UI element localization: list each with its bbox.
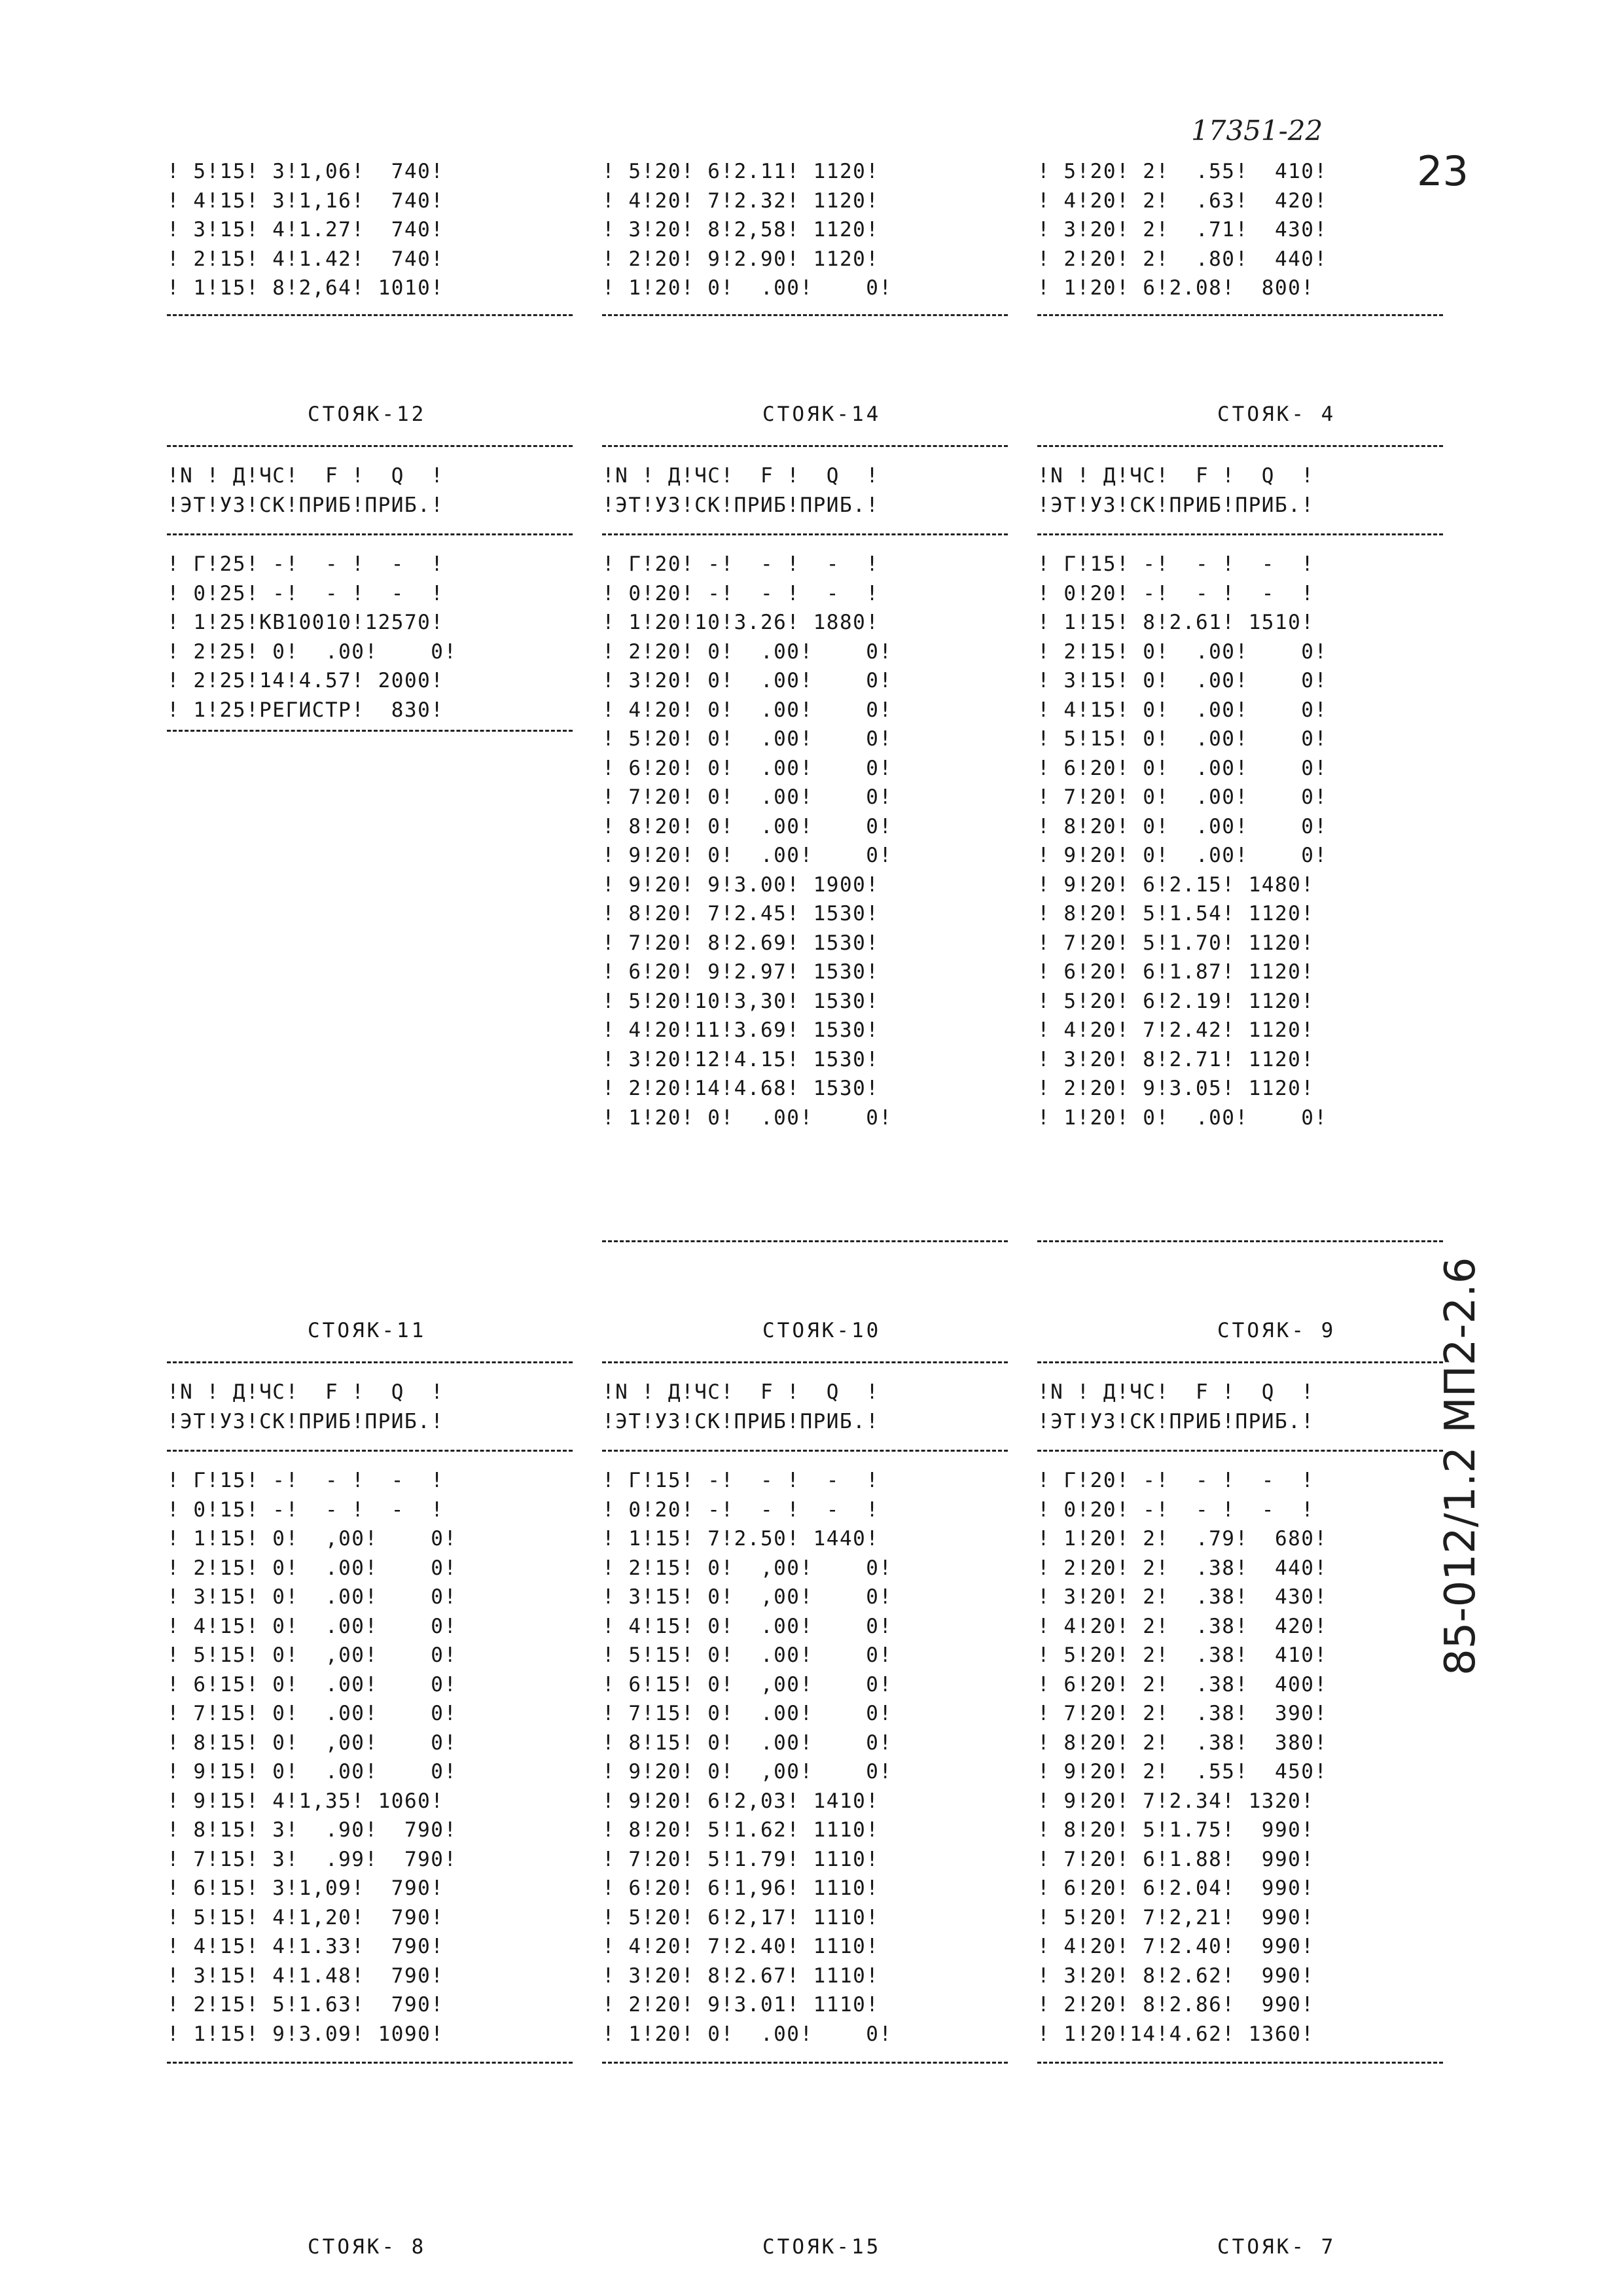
separator	[1037, 1450, 1443, 1452]
table-row: ! 8!15! 3! .90! 790!	[167, 1818, 457, 1842]
table-row: ! 7!20! 5!1.79! 1110!	[602, 1847, 880, 1871]
table-row: ! 1!15! 8!2,64! 1010!	[167, 276, 444, 300]
document-number: 17351-22	[1191, 115, 1323, 147]
table-row: ! 7!15! 0! .00! 0!	[167, 1702, 457, 1725]
separator	[1037, 1361, 1443, 1363]
table-row: ! 7!20! 5!1.70! 1120!	[1037, 931, 1315, 955]
table-row: ! 5!15! 0! .00! 0!	[602, 1643, 893, 1667]
table-row: ! 1!20! 0! .00! 0!	[602, 1105, 893, 1130]
table-row: ! 1!20!10!3.26! 1880!	[602, 611, 880, 634]
table-row: ! 1!15! 7!2.50! 1440!	[602, 1527, 880, 1551]
table-row: ! 3!20! 8!2.67! 1110!	[602, 1964, 880, 1988]
table-row: ! 1!25!РЕГИСТР! 830!	[167, 698, 444, 722]
table-header	[167, 461, 444, 520]
table-row: ! 5!20! 6!2,17! 1110!	[602, 1905, 880, 1929]
table-row: ! 5!15! 0! .00! 0!	[1037, 727, 1328, 751]
table-row: ! 3!20! 2! .38! 430!	[1037, 1585, 1328, 1609]
table-row: ! 5!20! 6!2.19! 1120!	[1037, 989, 1315, 1013]
table-row: ! 4!15! 0! .00! 0!	[167, 1614, 457, 1638]
table-row: ! 3!15! 0! .00! 0!	[1037, 669, 1328, 692]
table-row: ! 2!20! 9!2.90! 1120!	[602, 247, 880, 271]
section-title: СТОЯК- 4	[1217, 403, 1336, 426]
table-row: ! 5!20! 7!2,21! 990!	[1037, 1905, 1315, 1929]
table-body	[602, 1466, 893, 2049]
table-row: !N ! Д!ЧС! F ! Q !	[167, 1380, 444, 1404]
table-row: ! 7!15! 3! .99! 790!	[167, 1847, 457, 1871]
table-row: !N ! Д!ЧС! F ! Q !	[167, 464, 444, 488]
table-row: ! 9!20! 6!2,03! 1410!	[602, 1789, 880, 1813]
table-row: ! 5!15! 3!1,06! 740!	[167, 160, 444, 183]
table-row: ! 9!15! 4!1,35! 1060!	[167, 1789, 444, 1813]
table-row: ! 6!20! 9!2.97! 1530!	[602, 960, 880, 984]
table-row: ! 0!20! -! - ! - !	[1037, 1498, 1315, 1522]
separator	[1037, 533, 1443, 535]
section-title: СТОЯК- 7	[1217, 2235, 1336, 2259]
separator	[602, 1450, 1008, 1452]
table-row: ! 2!20!14!4.68! 1530!	[602, 1077, 880, 1100]
table-row: ! 8!20! 7!2.45! 1530!	[602, 902, 880, 925]
separator	[1037, 2062, 1443, 2064]
table-row: ! 9!20! 2! .55! 450!	[1037, 1760, 1328, 1784]
table-row: ! 5!15! 0! ,00! 0!	[167, 1643, 457, 1667]
table-row: !ЭТ!УЗ!СК!ПРИБ!ПРИБ.!	[167, 493, 444, 517]
table-row: ! 1!15! 9!3.09! 1090!	[167, 2022, 444, 2046]
separator	[167, 730, 573, 732]
separator	[167, 1450, 573, 1452]
separator	[602, 1240, 1008, 1242]
table-row: ! 5!15! 4!1,20! 790!	[167, 1905, 444, 1929]
table-row: ! 3!15! 0! ,00! 0!	[602, 1585, 893, 1609]
table-row: ! 3!20! 0! .00! 0!	[602, 669, 893, 692]
table-row: ! 7!15! 0! .00! 0!	[602, 1702, 893, 1725]
table-row: ! 6!20! 6!1.87! 1120!	[1037, 960, 1315, 984]
separator	[602, 314, 1008, 316]
table-row: ! 1!20!14!4.62! 1360!	[1037, 2022, 1315, 2046]
separator	[1037, 1240, 1443, 1242]
separator	[167, 2062, 573, 2064]
table-row: ! 2!15! 5!1.63! 790!	[167, 1993, 444, 2017]
table-header	[602, 1378, 879, 1436]
table-row: ! 0!20! -! - ! - !	[1037, 581, 1315, 605]
table-row: ! 7!20! 8!2.69! 1530!	[602, 931, 880, 955]
table-row: ! 7!20! 0! .00! 0!	[1037, 785, 1328, 809]
table-row: ! 9!20! 0! .00! 0!	[602, 844, 893, 867]
table-row: ! 8!20! 5!1.62! 1110!	[602, 1818, 880, 1842]
table-row: ! 5!20! 0! .00! 0!	[602, 727, 893, 751]
table-row: ! 9!15! 0! .00! 0!	[167, 1760, 457, 1784]
table-row: ! 5!20! 2! .55! 410!	[1037, 160, 1328, 183]
table-header	[1037, 461, 1314, 520]
table-row: !ЭТ!УЗ!СК!ПРИБ!ПРИБ.!	[602, 1409, 880, 1433]
table-row: ! 6!15! 0! ,00! 0!	[602, 1672, 893, 1696]
document-code: 85-012/1.2 МП2-2.6	[1436, 1257, 1485, 1676]
table-row: ! 1!20! 0! .00! 0!	[1037, 1105, 1328, 1130]
table-header	[1037, 1378, 1314, 1436]
table-row: ! 1!15! 8!2.61! 1510!	[1037, 611, 1315, 634]
table-row: !ЭТ!УЗ!СК!ПРИБ!ПРИБ.!	[602, 493, 880, 517]
table-row: ! 9!20! 0! .00! 0!	[1037, 844, 1328, 867]
table-row: ! 4!20! 7!2.40! 1110!	[602, 1935, 880, 1958]
table-row: ! 9!20! 6!2.15! 1480!	[1037, 872, 1315, 897]
table-row: ! 8!15! 0! ,00! 0!	[167, 1731, 457, 1755]
table-row: !ЭТ!УЗ!СК!ПРИБ!ПРИБ.!	[167, 1409, 444, 1433]
table-row: ! 8!20! 2! .38! 380!	[1037, 1731, 1328, 1755]
table-row: ! 4!20! 7!2.40! 990!	[1037, 1935, 1315, 1958]
separator	[602, 2062, 1008, 2064]
table-row: ! 9!20! 9!3.00! 1900!	[602, 872, 880, 897]
table-row: ! 0!20! -! - ! - !	[602, 1498, 880, 1522]
separator	[602, 1361, 1008, 1363]
table-row: ! 3!20!12!4.15! 1530!	[602, 1047, 880, 1071]
table-row: ! 4!20! 2! .63! 420!	[1037, 188, 1328, 213]
table-row: ! 7!20! 2! .38! 390!	[1037, 1702, 1328, 1725]
table-row: ! Г!15! -! - ! - !	[1037, 552, 1315, 576]
table-row: ! 9!20! 0! ,00! 0!	[602, 1760, 893, 1784]
table-row: ! 0!20! -! - ! - !	[602, 581, 880, 605]
table-row: ! 0!15! -! - ! - !	[167, 1498, 444, 1522]
table-body	[1037, 550, 1328, 1132]
section-title: СТОЯК-12	[308, 403, 427, 426]
table-row: ! 4!15! 4!1.33! 790!	[167, 1935, 444, 1958]
table-row: !N ! Д!ЧС! F ! Q !	[602, 464, 880, 488]
table-row: ! 4!20! 2! .38! 420!	[1037, 1614, 1328, 1638]
separator	[167, 533, 573, 535]
separator	[1037, 445, 1443, 447]
table-row: ! 8!15! 0! .00! 0!	[602, 1731, 893, 1755]
table-row: ! 3!20! 8!2.62! 990!	[1037, 1964, 1315, 1988]
table-row: ! 6!15! 0! .00! 0!	[167, 1672, 457, 1696]
separator	[167, 445, 573, 447]
table-row: ! 1!25!КВ10010!12570!	[167, 611, 444, 634]
section-title: СТОЯК-11	[308, 1319, 427, 1342]
top-block-col2	[602, 157, 893, 303]
table-row: ! 4!20! 7!2.42! 1120!	[1037, 1018, 1315, 1042]
table-row: ! 3!20! 8!2.71! 1120!	[1037, 1047, 1315, 1071]
table-row: !ЭТ!УЗ!СК!ПРИБ!ПРИБ.!	[1037, 1409, 1315, 1433]
top-block-col3	[1037, 157, 1328, 303]
section-title: СТОЯК-14	[762, 403, 882, 426]
section-title: СТОЯК-15	[762, 2235, 882, 2259]
table-row: ! Г!25! -! - ! - !	[167, 552, 444, 576]
table-row: ! 8!20! 5!1.54! 1120!	[1037, 902, 1315, 925]
table-row: ! 6!20! 0! .00! 0!	[602, 756, 893, 780]
table-body	[167, 1466, 457, 2049]
table-row: ! Г!20! -! - ! - !	[1037, 1469, 1315, 1492]
table-row: ! 9!20! 7!2.34! 1320!	[1037, 1789, 1315, 1813]
table-row: ! 1!20! 0! .00! 0!	[602, 2022, 893, 2046]
table-row: ! 4!20! 7!2.32! 1120!	[602, 188, 880, 213]
table-row: ! 2!15! 4!1.42! 740!	[167, 247, 444, 271]
table-row: ! 2!20! 9!3.05! 1120!	[1037, 1077, 1315, 1100]
table-row: ! 3!15! 0! .00! 0!	[167, 1585, 457, 1609]
table-row: ! 3!20! 8!2,58! 1120!	[602, 218, 880, 242]
table-row: ! Г!15! -! - ! - !	[602, 1469, 880, 1492]
table-row: ! 6!20! 0! .00! 0!	[1037, 756, 1328, 780]
table-row: !N ! Д!ЧС! F ! Q !	[1037, 1380, 1315, 1404]
table-row: ! 0!25! -! - ! - !	[167, 581, 444, 605]
table-row: ! 5!20!10!3,30! 1530!	[602, 989, 880, 1013]
table-row: ! 2!25!14!4.57! 2000!	[167, 669, 444, 692]
table-row: ! 4!15! 0! .00! 0!	[602, 1614, 893, 1638]
table-row: !ЭТ!УЗ!СК!ПРИБ!ПРИБ.!	[1037, 493, 1315, 517]
table-row: ! 6!15! 3!1,09! 790!	[167, 1876, 444, 1900]
table-row: ! 7!20! 6!1.88! 990!	[1037, 1847, 1315, 1871]
separator	[167, 1361, 573, 1363]
table-row: ! 2!25! 0! .00! 0!	[167, 639, 457, 664]
table-row: ! 1!15! 0! ,00! 0!	[167, 1527, 457, 1551]
table-row: !N ! Д!ЧС! F ! Q !	[1037, 464, 1315, 488]
table-row: ! 2!20! 2! .38! 440!	[1037, 1556, 1328, 1580]
table-row: ! 4!20!11!3.69! 1530!	[602, 1018, 880, 1042]
table-row: !N ! Д!ЧС! F ! Q !	[602, 1380, 880, 1404]
separator	[167, 314, 573, 316]
table-row: ! 6!20! 6!2.04! 990!	[1037, 1876, 1315, 1900]
table-row: ! 2!20! 0! .00! 0!	[602, 639, 893, 664]
table-row: ! 2!20! 2! .80! 440!	[1037, 247, 1328, 271]
table-row: ! 2!20! 9!3.01! 1110!	[602, 1993, 880, 2017]
table-row: ! 7!20! 0! .00! 0!	[602, 785, 893, 809]
table-row: ! 4!15! 3!1,16! 740!	[167, 188, 444, 213]
table-row: ! 1!20! 0! .00! 0!	[602, 276, 893, 300]
page-number: 23	[1417, 147, 1469, 195]
table-row: ! 3!15! 4!1.48! 790!	[167, 1964, 444, 1988]
table-row: ! 6!20! 6!1,96! 1110!	[602, 1876, 880, 1900]
table-row: ! 6!20! 2! .38! 400!	[1037, 1672, 1328, 1696]
table-row: ! 2!15! 0! .00! 0!	[167, 1556, 457, 1580]
table-header	[602, 461, 879, 520]
table-body	[167, 550, 457, 725]
table-row: ! Г!20! -! - ! - !	[602, 552, 880, 576]
table-row: ! 5!20! 2! .38! 410!	[1037, 1643, 1328, 1667]
table-header	[167, 1378, 444, 1436]
table-body	[1037, 1466, 1328, 2049]
table-row: ! 5!20! 6!2.11! 1120!	[602, 160, 880, 183]
table-row: ! 8!20! 5!1.75! 990!	[1037, 1818, 1315, 1842]
table-row: ! 4!15! 0! .00! 0!	[1037, 698, 1328, 722]
table-row: ! 3!15! 4!1.27! 740!	[167, 218, 444, 242]
table-row: ! 2!15! 0! .00! 0!	[1037, 639, 1328, 664]
top-block-col1	[167, 157, 444, 303]
section-title: СТОЯК- 9	[1217, 1319, 1336, 1342]
table-body	[602, 550, 893, 1132]
separator	[1037, 314, 1443, 316]
table-row: ! 1!20! 2! .79! 680!	[1037, 1527, 1328, 1551]
table-row: ! 2!15! 0! ,00! 0!	[602, 1556, 893, 1580]
table-row: ! 8!20! 0! .00! 0!	[1037, 814, 1328, 838]
table-row: ! 1!20! 6!2.08! 800!	[1037, 276, 1315, 300]
section-title: СТОЯК- 8	[308, 2235, 427, 2259]
table-row: ! 8!20! 0! .00! 0!	[602, 814, 893, 838]
table-row: ! 3!20! 2! .71! 430!	[1037, 218, 1328, 242]
separator	[602, 533, 1008, 535]
table-row: ! 4!20! 0! .00! 0!	[602, 698, 893, 722]
separator	[602, 445, 1008, 447]
section-title: СТОЯК-10	[762, 1319, 882, 1342]
table-row: ! Г!15! -! - ! - !	[167, 1469, 444, 1492]
table-row: ! 2!20! 8!2.86! 990!	[1037, 1993, 1315, 2017]
